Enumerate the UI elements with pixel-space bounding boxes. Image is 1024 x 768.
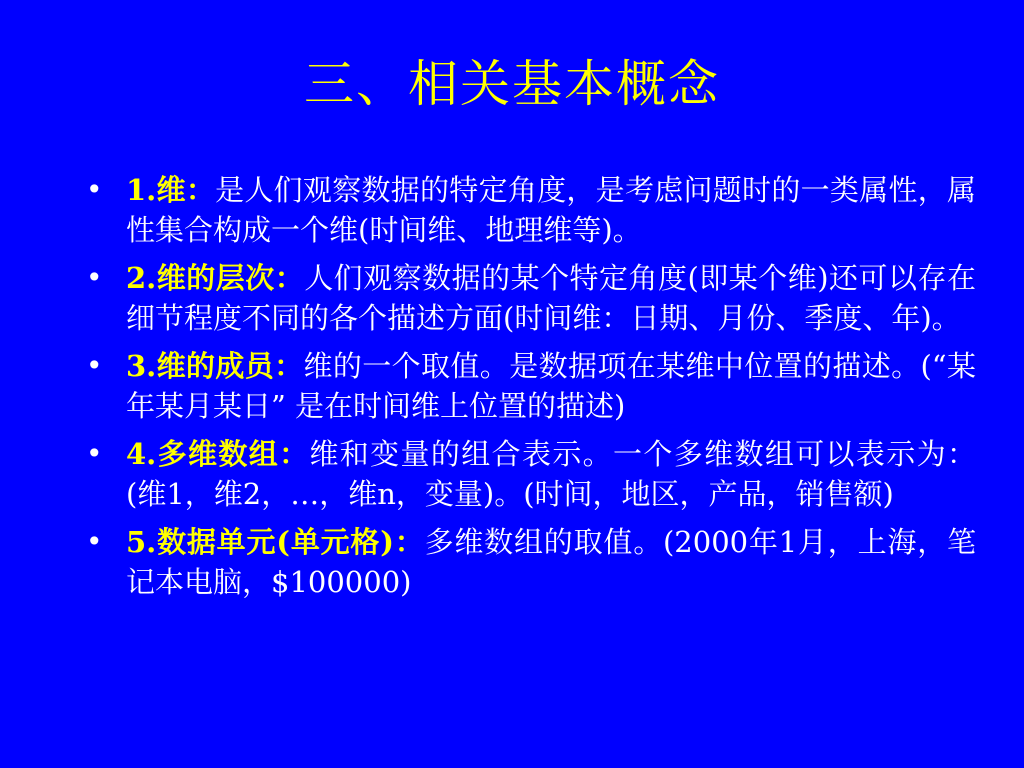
bullet-text: 人们观察数据的某个特定角度(即某个维)还可以存在细节程度不同的各个描述方面(时间维：日期、月份、季度、年)。 <box>126 261 976 335</box>
bullet-item-multidimensional-array <box>86 434 976 514</box>
bullet-text: 多维数组的取值。(2000年1月，上海，笔记本电脑，$100000) <box>126 525 976 599</box>
bullet-dot-icon: • <box>86 525 103 558</box>
bullet-item-dimension-level <box>86 258 976 338</box>
slide-title: 三、相关基本概念 <box>304 55 720 113</box>
bullet-dot-icon: • <box>86 437 103 470</box>
bullet-term: 5.数据单元(单元格)： <box>126 525 425 559</box>
bullet-dot-icon: • <box>86 349 103 382</box>
bullet-dot-icon: • <box>86 173 103 206</box>
bullet-item-dimension <box>86 170 976 250</box>
bullet-term: 3.维的成员： <box>126 349 304 383</box>
bullet-term: 2.维的层次： <box>126 261 305 295</box>
bullet-term: 1.维： <box>126 173 216 207</box>
bullet-list <box>86 170 976 610</box>
bullet-dot-icon: • <box>86 261 103 294</box>
bullet-text: 是人们观察数据的特定角度，是考虑问题时的一类属性，属性集合构成一个维(时间维、地理维等)。 <box>126 173 976 247</box>
bullet-text: 维和变量的组合表示。一个多维数组可以表示为：(维1，维2，…，维n，变量)。(时间，地区，产品，销售额) <box>126 437 976 511</box>
bullet-item-dimension-member <box>86 346 976 426</box>
bullet-item-data-cell <box>86 522 976 602</box>
bullet-text: 维的一个取值。是数据项在某维中位置的描述。(“某年某月某日” 是在时间维上位置的描述) <box>126 349 976 423</box>
bullet-term: 4.多维数组： <box>126 437 310 471</box>
